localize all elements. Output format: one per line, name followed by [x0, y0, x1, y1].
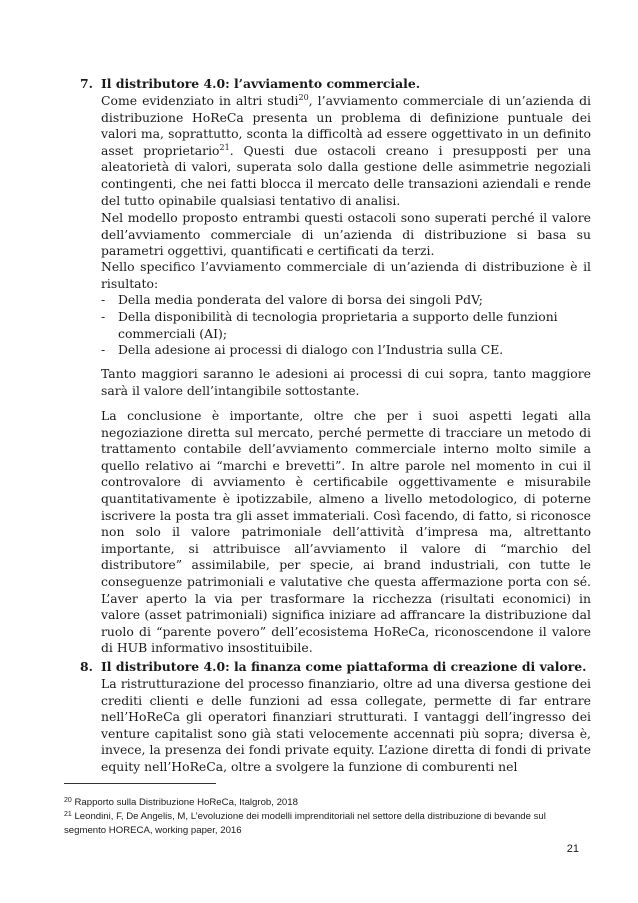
paragraph-text: , l’avviamento commerciale di un’azienda di distribuzione HoReCa presenta un problema di definizione puntuale dei valori ma, soprattutto, sconta la difficoltà ad essere oggettivato in un definito asset proprietario [101, 93, 591, 158]
section-7-paragraph-4: Tanto maggiori saranno le adesioni ai processi di cui sopra, tanto maggiore sarà il valore dell’intangibile sottostante. [101, 366, 591, 398]
paragraph-text: Come evidenziato in altri studi [101, 93, 299, 108]
section-7-number: 7. [80, 76, 93, 91]
list-item-text: Della media ponderata del valore di borsa dei singoli PdV; [118, 292, 483, 307]
section-8-paragraph-1: La ristrutturazione del processo finanziario, oltre ad una diversa gestione dei crediti clienti e delle funzioni ad essa collegate, permette di far entrare nell’HoReCa gli operatori finanziari strutturati. I vantaggi dell’ingresso dei venture capitalist sono già stati velocemente accennati più sopra; diversa è, invece, la presenza dei fondi private equity. L’azione diretta di fondi di private equity nell’HoReCa, oltre a svolgere la funzione di comburenti nel [101, 676, 591, 774]
footnote-divider [64, 783, 216, 784]
bullet-marker: - [101, 342, 106, 357]
footnote-number: 21 [64, 811, 72, 818]
section-7-paragraph-5: La conclusione è importante, oltre che per i suoi aspetti legati alla negoziazione diretta sul mercato, perché permette di tracciare un metodo di trattamento contabile dell’avviamento commerciale interno molto simile a quello relativo ai “marchi e brevetti”. In altre parole nel momento in cui il controvalore di avviamento è certificabile oggettivamente e misurabile quantitativamente è ipotizzabile, almeno a livello metodologico, di poterne iscrivere la posta tra gli asset immateriali. Così facendo, di fatto, si riconosce non solo il valore patrimoniale dell’attività d’impresa ma, altrettanto importante, si attribuisce all’avviamento il valore di “marchio del distributore” assimilabile, per specie, ai brand industriali, con tutte le conseguenze patrimoniali e valutative che questa affermazione porta con sé. L’aver aperto la via per trasformare la ricchezza (risultati economici) in valore (asset patrimoniali) significa iniziare ad affrancare la distribuzione dal ruolo di “parente povero” dell’ecosistema HoReCa, riconoscendone il valore di HUB informativo insostituibile. [101, 408, 591, 656]
footnote-number: 20 [64, 797, 72, 804]
paragraph-text: . Questi due ostacoli creano i presupposti per una aleatorietà di valori, superata solo dalla gestione delle asimmetrie negoziali contingenti, che nei fatti blocca il mercato delle transazioni aziendali e rende del tutto opinabile qualsiasi tentativo di analisi. [101, 142, 591, 208]
bullet-marker: - [101, 309, 106, 324]
footnote-21 [64, 808, 574, 838]
list-item-text: Della disponibilità di tecnologia proprietaria a supporto delle funzioni commerciali (AI); [118, 309, 558, 341]
bullet-marker: - [101, 292, 106, 307]
section-7-paragraph-1 [101, 93, 591, 209]
footnote-ref-20: 20 [298, 93, 309, 102]
list-item [101, 342, 591, 359]
list-item [101, 309, 591, 342]
footnote-ref-21: 21 [219, 142, 230, 152]
list-item-text: Della adesione ai processi di dialogo con l’Industria sulla CE. [118, 342, 504, 357]
footnote-text: Rapporto sulla Distribuzione HoReCa, Italgrob, 2018 [74, 797, 298, 808]
section-7-title: Il distributore 4.0: l’avviamento commerciale. [101, 76, 421, 91]
page-number: 21 [566, 843, 579, 855]
footnote-text: Leondini, F, De Angelis, M, L’evoluzione dei modelli imprenditoriali nel settore della distribuzione di bevande sul segmento HORECA, working paper, 2016 [64, 811, 546, 836]
section-8-number: 8. [80, 659, 93, 674]
section-7-paragraph-2: Nel modello proposto entrambi questi ostacoli sono superati perché il valore dell’avviamento commerciale di un’azienda di distribuzione si basa su parametri oggettivi, quantificati e certificati da terzi. [101, 210, 591, 259]
section-7-paragraph-3: Nello specifico l’avviamento commerciale di un’azienda di distribuzione è il risultato: [101, 259, 591, 291]
section-8-heading [80, 659, 600, 676]
list-item [101, 292, 591, 309]
section-8-title: Il distributore 4.0: la finanza come piattaforma di creazione di valore. [101, 659, 587, 674]
section-7-heading [80, 76, 600, 93]
